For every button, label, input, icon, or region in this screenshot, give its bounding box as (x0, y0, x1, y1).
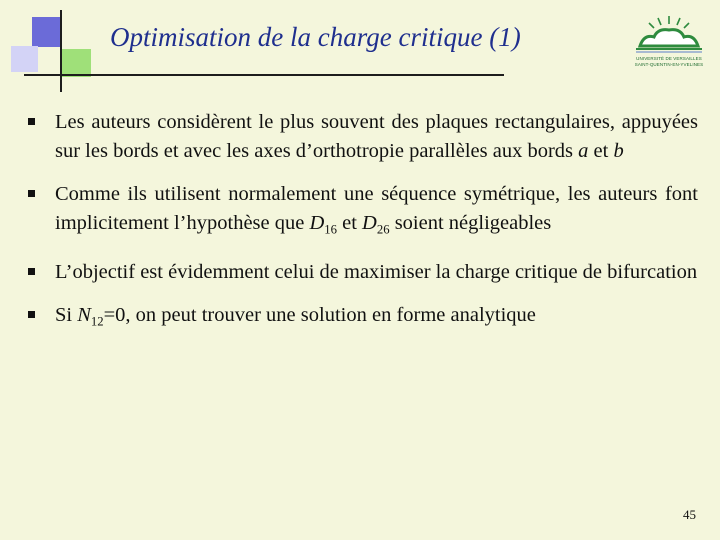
bullet-text-and: et (588, 140, 614, 162)
var-n: N (77, 304, 91, 327)
bullet-text-and: et (337, 212, 363, 234)
bullet-text-end: soient négligeables (389, 212, 552, 234)
bullet-square-icon (28, 268, 35, 275)
page-number: 45 (683, 507, 696, 522)
bullet-square-icon (28, 311, 35, 318)
logo-text-line2: SAINT-QUENTIN-EN-YVELINES (634, 62, 704, 67)
var-a: a (578, 140, 589, 162)
bullet-text: L’objectif est évidemment celui de maximiser la charge critique de bifurcation (55, 261, 698, 284)
bullet-item (28, 180, 698, 244)
decor-square-lavender (11, 46, 38, 72)
bullet-text: Comme ils utilisent normalement une séquence symétrique, les auteurs font implicitement l’hypothèse que (55, 183, 698, 234)
subscript-16: 16 (324, 222, 337, 237)
logo-text-line1: UNIVERSITÉ DE VERSAILLES (636, 56, 702, 61)
decor-square-green (61, 49, 91, 77)
decor-square-blue (32, 17, 62, 47)
bullet-item (28, 258, 698, 287)
bullet-list (28, 108, 698, 337)
bullet-item (28, 301, 698, 336)
subscript-26: 26 (376, 222, 390, 237)
bullet-item (28, 108, 698, 166)
slide-title: Optimisation de la charge critique (1) (110, 22, 521, 52)
var-d26: D (362, 212, 377, 234)
university-logo (630, 12, 708, 68)
decor-vertical-line (60, 10, 62, 92)
bullet-text-prefix: Si (55, 304, 78, 327)
bullet-text: =0, on peut trouver une solution en forme analytique (103, 304, 536, 327)
bullet-square-icon (28, 118, 35, 125)
subscript-12: 12 (90, 314, 104, 329)
university-logo-icon (630, 12, 708, 56)
var-b: b (613, 140, 624, 162)
decor-horizontal-line (24, 74, 504, 76)
bullet-text: Les auteurs considèrent le plus souvent des plaques rectangulaires, appuyées sur les bords et avec les axes d’orthotropie parallèles aux bords (55, 111, 698, 162)
var-d16: D (309, 212, 325, 234)
bullet-square-icon (28, 190, 35, 197)
